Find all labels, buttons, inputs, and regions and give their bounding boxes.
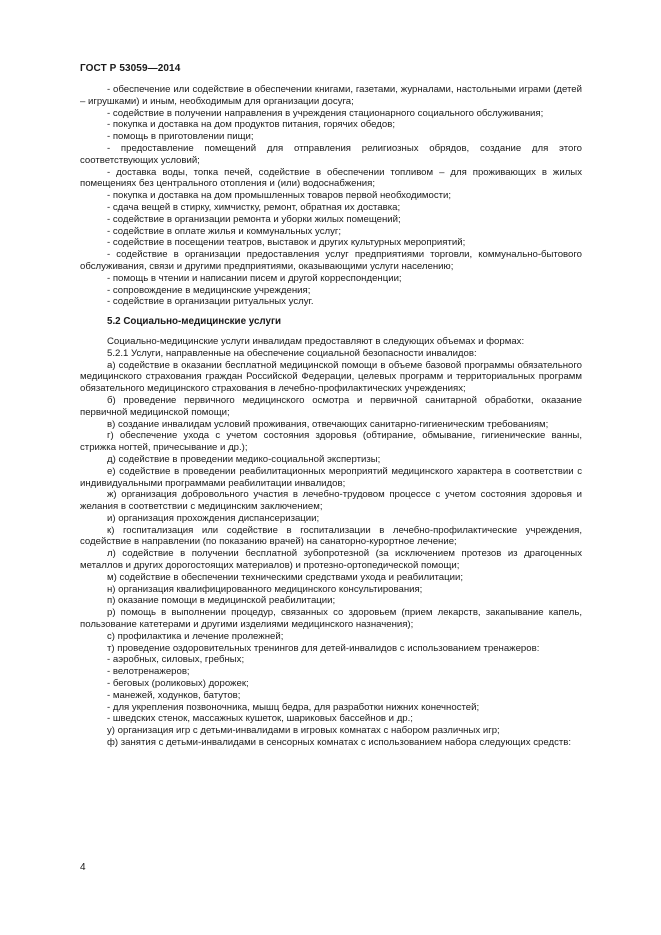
service-list-social-medical (80, 336, 582, 749)
paragraph: - содействие в организации ритуальных услуг. (107, 296, 314, 308)
paragraph: с) профилактика и лечение пролежней; (107, 630, 284, 642)
paragraph: ф) занятия с детьми-инвалидами в сенсорных комнатах с использованием набора следующих средств: (107, 737, 572, 749)
paragraph: - предоставление помещений для отправления религиозных обрядов, создание для этого соответствующих условий; (80, 142, 582, 166)
paragraph: - беговых (роликовых) дорожек; (107, 678, 249, 690)
paragraph: - покупка и доставка на дом промышленных товаров первой необходимости; (107, 190, 452, 202)
paragraph: - шведских стенок, массажных кушеток, шариковых бассейнов и др.; (107, 713, 413, 725)
paragraph: т) проведение оздоровительных тренингов для детей-инвалидов с использованием тренажеров: (107, 642, 540, 654)
page-content (80, 84, 582, 749)
document-code: ГОСТ Р 53059—2014 (80, 63, 181, 74)
paragraph: - велотренажеров; (107, 666, 190, 678)
paragraph: п) оказание помощи в медицинской реабилитации; (107, 595, 336, 607)
paragraph: - помощь в чтении и написании писем и другой корреспонденции; (107, 272, 402, 284)
paragraph: а) содействие в оказании бесплатной медицинской помощи в объеме базовой программы обязательного медицинского страхования граждан Российской Федерации, целевых программ и территориальных программ обязательного медицинского страхования в лечебно-профилактических учреждениях; (80, 359, 582, 395)
paragraph: д) содействие в проведении медико-социальной экспертизы; (107, 453, 381, 465)
paragraph: к) госпитализация или содействие в госпитализации в лечебно-профилактические учреждения, содействие в направлении (по показанию врачей) на санаторно-курортное лечение; (80, 524, 582, 548)
paragraph: - содействие в посещении театров, выставок и других культурных мероприятий; (107, 237, 466, 249)
paragraph: б) проведение первичного медицинского осмотра и первичной санитарной обработки, оказание первичной медицинской помощи; (80, 394, 582, 418)
paragraph: у) организация игр с детьми-инвалидами в игровых комнатах с набором различных игр; (107, 725, 500, 737)
page-number: 4 (80, 862, 86, 873)
paragraph: - содействие в организации ремонта и уборки жилых помещений; (107, 213, 401, 225)
paragraph: м) содействие в обеспечении техническими средствами ухода и реабилитации; (107, 571, 463, 583)
paragraph: Социально-медицинские услуги инвалидам предоставляют в следующих объемах и формах: (107, 335, 525, 347)
paragraph: н) организация квалифицированного медицинского консультирования; (107, 583, 423, 595)
paragraph: - помощь в приготовлении пищи; (107, 131, 254, 143)
paragraph: е) содействие в проведении реабилитационных мероприятий медицинского характера в соответствии с индивидуальными программами реабилитации инвалидов; (80, 465, 582, 489)
service-list-social-domestic (80, 84, 582, 308)
paragraph: - для укрепления позвоночника, мышц бедра, для разработки нижних конечностей; (107, 701, 480, 713)
paragraph: - сдача вещей в стирку, химчистку, ремонт, обратная их доставка; (107, 201, 401, 213)
paragraph: - содействие в оплате жилья и коммунальных услуг; (107, 225, 342, 237)
paragraph: - аэробных, силовых, гребных; (107, 654, 245, 666)
paragraph: - манежей, ходунков, батутов; (107, 689, 241, 701)
paragraph: - обеспечение или содействие в обеспечении книгами, газетами, журналами, настольными играми (детей – игрушками) и иным, необходимым для организации досуга; (80, 84, 582, 107)
paragraph: - доставка воды, топка печей, содействие в обеспечении топливом – для проживающих в жилых помещениях без центрального отопления и (или) водоснабжения; (80, 166, 582, 190)
paragraph: г) обеспечение ухода с учетом состояния здоровья (обтирание, обмывание, гигиенические ванны, стрижка ногтей, причесывание и др.); (80, 430, 582, 454)
paragraph: - содействие в получении направления в учреждения стационарного социального обслуживания; (107, 107, 544, 119)
paragraph: - покупка и доставка на дом продуктов питания, горячих обедов; (107, 119, 395, 131)
paragraph: ж) организация добровольного участия в лечебно-трудовом процессе с учетом состояния здоровья и желания в соответствии с медицинским заключением; (80, 489, 582, 513)
paragraph: - содействие в организации предоставления услуг предприятиями торговли, коммунально-бытового обслуживания, связи и другими предприятиями, оказывающими услуги населению; (80, 249, 582, 272)
paragraph: - сопровождение в медицинские учреждения; (107, 284, 311, 296)
paragraph: л) содействие в получении бесплатной зубопротезной (за исключением протезов из драгоценных металлов и других дорогостоящих материалов) и протезно-ортопедической помощи; (80, 548, 582, 572)
paragraph: 5.2.1 Услуги, направленные на обеспечение социальной безопасности инвалидов: (107, 347, 477, 359)
paragraph: в) создание инвалидам условий проживания, отвечающих санитарно-гигиеническим требованиям; (107, 418, 549, 430)
paragraph: р) помощь в выполнении процедур, связанных со здоровьем (прием лекарств, закапывание капель, пользование катетерами и другими изделиями медицинского назначения); (80, 607, 582, 631)
section-heading: 5.2 Социально-медицинские услуги (107, 316, 282, 328)
paragraph: и) организация прохождения диспансеризации; (107, 512, 320, 524)
